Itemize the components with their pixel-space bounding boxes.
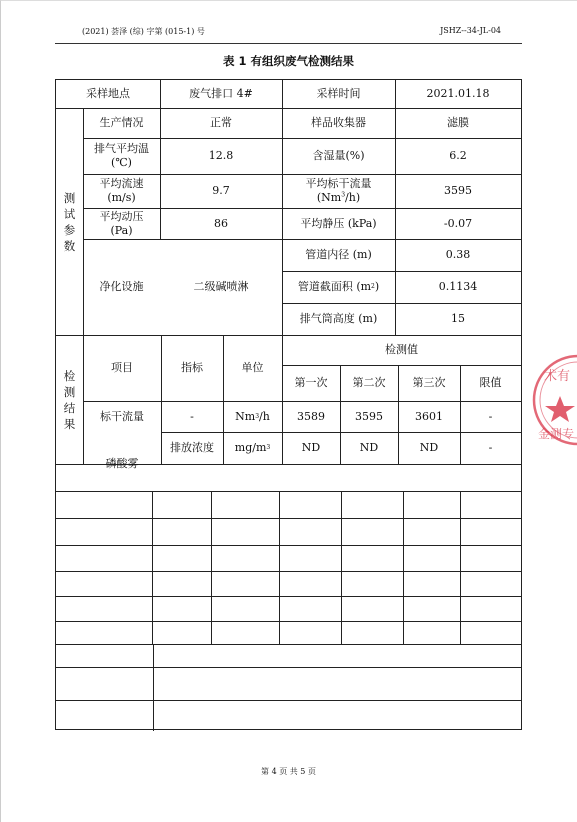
col-line [341, 491, 342, 645]
col-line [460, 491, 461, 645]
time-label: 采样时间 [316, 87, 361, 100]
dyn-unit: (Pa) [110, 223, 133, 237]
temp-unit: (℃) [111, 156, 132, 169]
conc-unit: mg/m 3 [234, 441, 271, 454]
col-run-2: 第二次 [352, 376, 386, 389]
dyn-value: 86 [214, 216, 228, 230]
collector-label: 样品收集器 [311, 116, 366, 129]
row-line [56, 518, 521, 519]
params-section-text: 测试参数 [63, 190, 76, 253]
flow-index: - [190, 409, 194, 423]
conc-run-2: ND [359, 441, 379, 454]
velocity-label-cell [83, 174, 160, 208]
conc-index: 排放浓度 [170, 441, 214, 454]
area-label: 管道截面积 (m 2 ) [297, 280, 380, 293]
dyn-label: 平均动压 [99, 209, 144, 223]
flow-run-3: 3601 [415, 409, 443, 423]
col-line [153, 644, 154, 731]
col-item: 项目 [111, 361, 133, 374]
col-values: 检测值 [385, 343, 418, 356]
collector-value: 滤膜 [447, 116, 469, 129]
conc-run-3: ND [419, 441, 439, 454]
results-table [55, 79, 522, 730]
header-rule [55, 43, 522, 44]
col-line [152, 491, 153, 645]
moisture-label: 含湿量(%) [312, 149, 365, 162]
area-value: 0.1134 [438, 280, 478, 293]
moisture-value: 6.2 [449, 149, 467, 162]
dyn-label-cell [83, 208, 160, 239]
diameter-value: 0.38 [445, 248, 471, 261]
row-line [56, 667, 521, 668]
height-value: 15 [451, 312, 465, 325]
site-value: 废气排口 4# [189, 87, 253, 100]
flow-label: 平均标干流量 [305, 177, 372, 190]
flow-item: 标干流量 [100, 409, 144, 423]
results-section-text: 检测结果 [63, 368, 76, 431]
svg-text:金测专: 金测专 [538, 427, 575, 441]
col-limit: 限值 [479, 376, 502, 389]
table-title: 表 1 有组织废气检测结果 [222, 54, 354, 68]
col-run-1: 第一次 [294, 376, 328, 389]
conc-limit: - [488, 441, 493, 454]
static-label: 平均静压 (kPa) [300, 216, 377, 230]
conc-run-1: ND [301, 441, 321, 454]
height-label: 排气筒高度 (m) [299, 312, 378, 325]
site-label: 采样地点 [86, 87, 130, 100]
form-code: JSHZ--34-JL-04 [440, 26, 501, 35]
flow-limit: - [488, 409, 493, 423]
diameter-label: 管道内径 (m) [305, 248, 372, 261]
time-value: 2021.01.18 [426, 87, 490, 100]
col-line [279, 491, 280, 645]
svg-text:术有: 术有 [544, 369, 571, 384]
flow-unit: (Nm$^3$/h) [316, 191, 361, 204]
velocity-label: 平均流速 [99, 177, 144, 190]
mist-item: 磷酸雾 [105, 456, 139, 470]
flow-run-1: 3589 [297, 409, 325, 423]
results-section-label [56, 335, 83, 464]
row-line [56, 644, 521, 645]
production-value: 正常 [210, 116, 232, 129]
row-line [56, 596, 521, 597]
page-footer: 第 4 页 共 5 页 [261, 767, 316, 776]
flow-value: 3595 [444, 184, 472, 197]
flow-label-cell [282, 174, 395, 208]
row-line [56, 571, 521, 572]
flow-run-2: 3595 [355, 409, 383, 423]
temp-label: 排气平均温 [94, 142, 149, 155]
velocity-unit: (m/s) [107, 191, 136, 204]
velocity-value: 9.7 [212, 184, 230, 197]
document-number: (2021) 荟泽 (综) 字第 (015-1) 号 [82, 27, 205, 36]
seal-stamp [532, 352, 577, 448]
col-line [403, 491, 404, 645]
row-line [56, 545, 521, 546]
col-run-3: 第三次 [412, 376, 446, 389]
col-unit: 单位 [241, 361, 264, 374]
treatment-value: 二级碱喷淋 [193, 280, 249, 293]
row-line [56, 700, 521, 701]
col-index: 指标 [181, 361, 203, 374]
production-label: 生产情况 [99, 116, 144, 129]
params-section-label [56, 108, 83, 335]
treatment-label: 净化设施 [99, 280, 144, 293]
row-line [56, 621, 521, 622]
static-value: -0.07 [443, 216, 473, 230]
flow-unit: Nm 3 /h [235, 409, 270, 423]
temp-label-cell [83, 138, 160, 174]
temp-value: 12.8 [208, 149, 234, 162]
col-line [211, 491, 212, 645]
